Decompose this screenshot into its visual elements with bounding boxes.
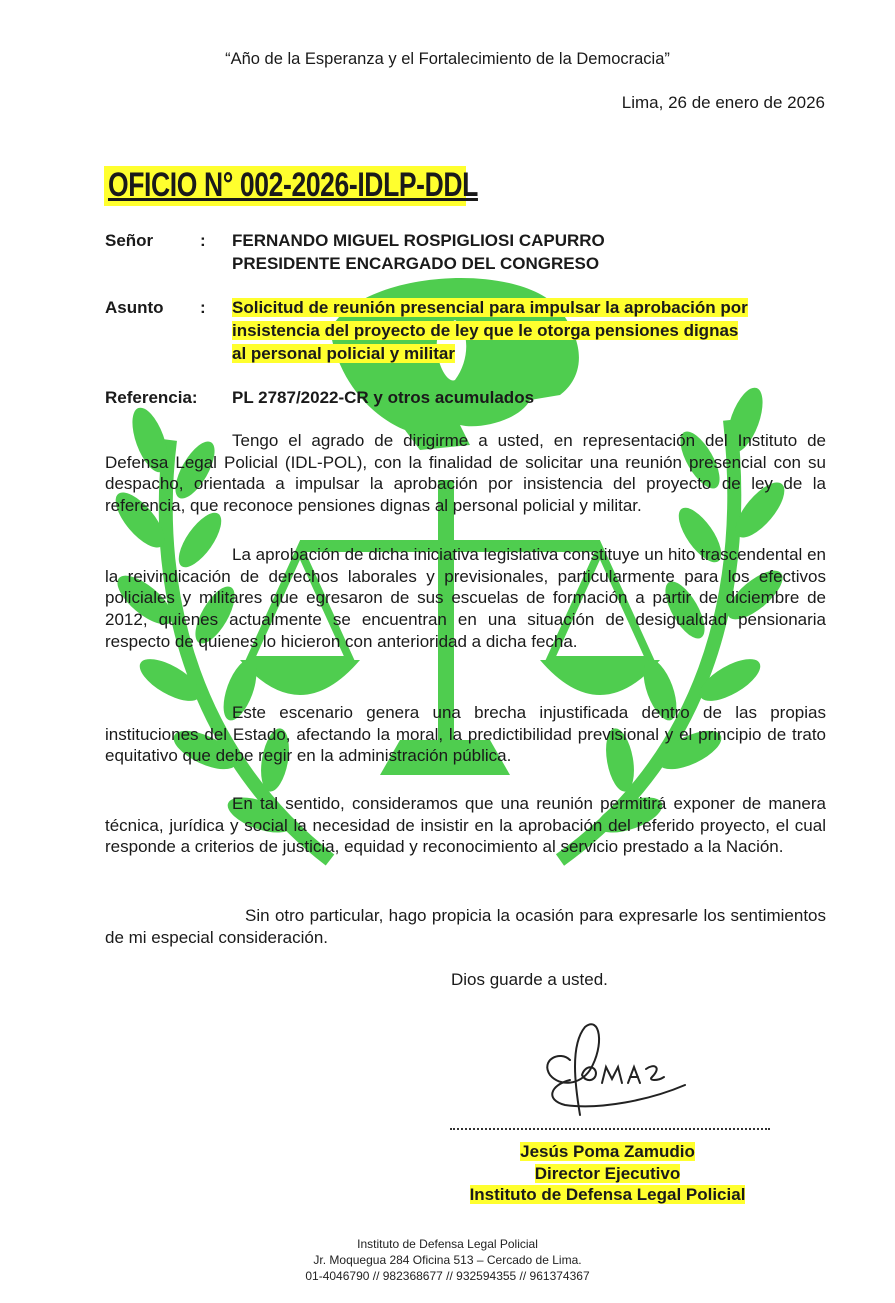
addressee-position: PRESIDENTE ENCARGADO DEL CONGRESO xyxy=(232,254,600,273)
subject-colon: : xyxy=(200,298,206,317)
subject-line: insistencia del proyecto de ley que le otorga pensiones dignas xyxy=(232,321,739,340)
addressee-label: Señor xyxy=(105,231,154,250)
handwritten-signature xyxy=(530,1015,700,1125)
subject-label: Asunto xyxy=(105,298,164,317)
signer-role: Director Ejecutivo xyxy=(534,1163,681,1183)
body-paragraph: Sin otro particular, hago propicia la ocasión para expresarle los sentimientos de mi especial consideración. xyxy=(105,906,826,947)
addressee-block xyxy=(105,229,827,277)
addressee-name: FERNANDO MIGUEL ROSPIGLIOSI CAPURRO xyxy=(232,231,605,250)
subject-value xyxy=(232,296,827,365)
addressee-value xyxy=(232,229,827,275)
reference-value: PL 2787/2022-CR y otros acumulados xyxy=(232,388,535,407)
letter-date: Lima, 26 de enero de 2026 xyxy=(621,93,825,112)
body-paragraph: La aprobación de dicha iniciativa legislativa constituye un hito trascendental en la reivindicación de derechos laborales y previsionales, particularmente para los efectivos policiales y militares que egresaron de sus escuelas de formación a partir de diciembre de 2012, quienes actualmente se encuentran en una situación de desigualdad pensionaria respecto de quienes lo hicieron con anterioridad a dicha fecha. xyxy=(105,545,826,651)
footer-phones: 01-4046790 // 982368677 // 932594355 // 961374367 xyxy=(305,1269,590,1283)
footer-organization: Instituto de Defensa Legal Policial xyxy=(357,1237,538,1251)
footer xyxy=(0,1236,895,1284)
body-paragraph: En tal sentido, consideramos que una reunión permitirá exponer de manera técnica, jurídica y social la necesidad de insistir en la aprobación del referido proyecto, el cual responde a criterios de justicia, equidad y reconocimiento al servicio prestado a la Nación. xyxy=(105,794,826,857)
subject-block xyxy=(105,296,827,366)
document-title xyxy=(104,166,478,206)
signature-line xyxy=(450,1128,770,1130)
closing-salutation: Dios guarde a usted. xyxy=(451,970,608,989)
body-paragraph: Tengo el agrado de dirigirme a usted, en representación del Instituto de Defensa Legal Policial (IDL-POL), con la finalidad de solicitar una reunión presencial con su despacho, orientada a impulsar la aprobación por insistencia del proyecto de ley de la referencia, que reconoce pensiones dignas al personal policial y militar. xyxy=(105,431,826,516)
footer-address: Jr. Moquegua 284 Oficina 513 – Cercado de Lima. xyxy=(313,1253,582,1267)
body-paragraph: Este escenario genera una brecha injustificada dentro de las propias instituciones del Estado, afectando la moral, la predictibilidad previsional y el principio de trato equitativo que debe regir en la administración pública. xyxy=(105,703,826,766)
subject-line: Solicitud de reunión presencial para impulsar la aprobación por xyxy=(232,298,748,317)
document-title-text: OFICIO N° 002-2026-IDLP-DDL xyxy=(108,166,478,204)
signer-organization: Instituto de Defensa Legal Policial xyxy=(469,1185,746,1204)
reference-label: Referencia: xyxy=(105,388,198,407)
reference-block xyxy=(105,386,827,410)
year-motto: “Año de la Esperanza y el Fortalecimiento de la Democracia” xyxy=(225,50,670,68)
signer-name: Jesús Poma Zamudio xyxy=(520,1142,695,1161)
signer-block xyxy=(440,1141,775,1206)
subject-line: al personal policial y militar xyxy=(232,344,455,363)
addressee-colon: : xyxy=(200,231,206,250)
